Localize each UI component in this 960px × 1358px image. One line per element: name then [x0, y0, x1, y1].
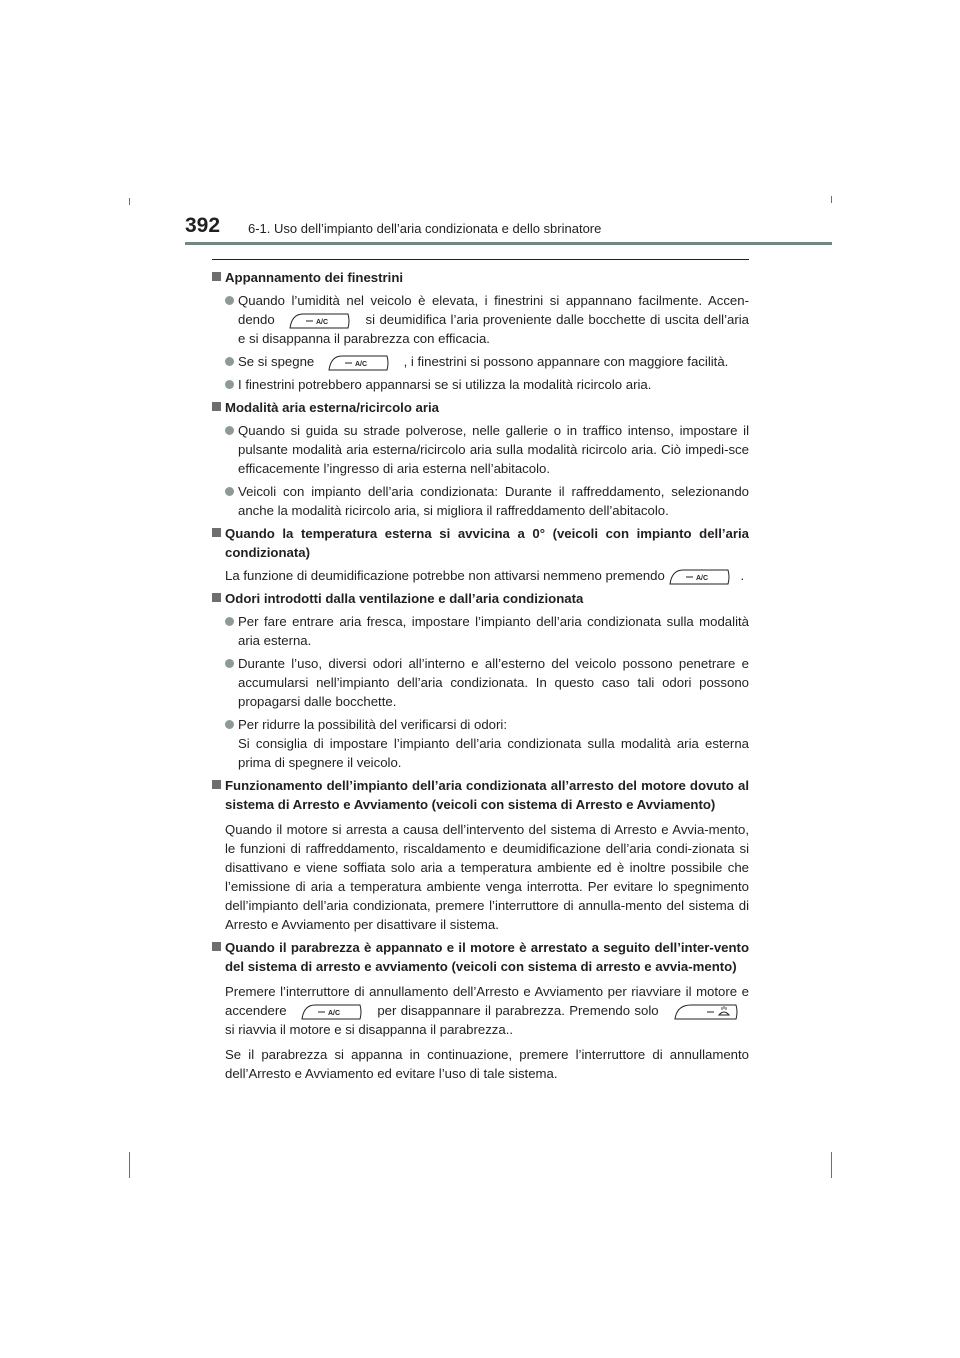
- bullet-text: Durante l’uso, diversi odori all’interno e all’esterno del veicolo possono penetrare e accumularsi nell’impianto dell’aria condizionata. In questo caso tali odori possono propagarsi dalle bocchette.: [238, 656, 749, 709]
- heading-arresto-avviamento: [212, 776, 749, 814]
- paragraph-riavviare: [212, 982, 749, 1039]
- bullet-ricircolo: [212, 375, 749, 394]
- heading-text: Modalità aria esterna/ricircolo aria: [225, 400, 440, 415]
- heading-square-icon: [212, 272, 221, 281]
- bullet-text: Se si spegne: [238, 354, 315, 369]
- svg-text:A/C: A/C: [354, 360, 367, 368]
- paragraph-text: Premere l’interruttore di annullamento dell’Arresto e Avviamento per riavviare il motore e accendere: [225, 984, 749, 1018]
- crop-mark-bottom-right: [831, 1152, 832, 1178]
- paragraph-text: Se il parabrezza si appanna in continuazione, premere l’interruttore di annullamento dell’Arresto e Avviamento ed evitare l’uso di tale sistema.: [225, 1047, 749, 1081]
- heading-text: Quando il parabrezza è appannato e il motore è arrestato a seguito dell’inter-vento del sistema di arresto e avviamento (veicoli con sistema di arresto e avvia-mento): [225, 940, 749, 974]
- heading-appannamento: [212, 268, 749, 287]
- paragraph-arresto: [212, 820, 749, 934]
- heading-modalita-aria: [212, 398, 749, 417]
- paragraph-text-cont: per disappannare il parabrezza. Premendo solo: [377, 1003, 659, 1018]
- bullet-dot-icon: [225, 659, 234, 668]
- heading-text: Quando la temperatura esterna si avvicina a 0° (veicoli con impianto dell’aria condizionata): [225, 526, 749, 560]
- content-rule: [212, 259, 749, 260]
- crop-mark-top-left: [129, 198, 130, 205]
- paragraph-appanna-continuazione: [212, 1045, 749, 1083]
- heading-square-icon: [212, 528, 221, 537]
- windshield-defroster-button-icon: [673, 1004, 739, 1020]
- paragraph-text: La funzione di deumidificazione potrebbe non attivarsi nemmeno premendo: [225, 568, 665, 583]
- bullet-text: Per fare entrare aria fresca, impostare l’impianto dell’aria condizionata sulla modalità aria esterna.: [238, 614, 749, 648]
- heading-parabrezza-appannato: [212, 938, 749, 976]
- bullet-aria-fresca: [212, 612, 749, 650]
- heading-text: Funzionamento dell’impianto dell’aria condizionata all’arresto del motore dovuto al sistema di Arresto e Avviamento (veicoli con sistema di Arresto e Avviamento): [225, 778, 749, 812]
- bullet-text-line2: Si consiglia di impostare l’impianto dell’aria condizionata sulla modalità aria esterna prima di spegnere il veicolo.: [238, 736, 749, 770]
- bullet-dot-icon: [225, 426, 234, 435]
- bullet-text: Quando l’umidità nel veicolo è elevata, i finestrini si appannano facilmente. Accen-dendo: [238, 293, 749, 327]
- bullet-dot-icon: [225, 720, 234, 729]
- bullet-se-si-spegne: [212, 352, 749, 371]
- bullet-raffreddamento: [212, 482, 749, 520]
- section-title: 6-1. Uso dell’impianto dell’aria condizionata e dello sbrinatore: [248, 221, 602, 236]
- bullet-odori-uso: [212, 654, 749, 711]
- heading-square-icon: [212, 593, 221, 602]
- crop-mark-top-right: [831, 196, 832, 203]
- heading-temperatura-esterna: [212, 524, 749, 562]
- paragraph-deumidificazione: [212, 566, 749, 585]
- bullet-dot-icon: [225, 380, 234, 389]
- heading-square-icon: [212, 942, 221, 951]
- bullet-dot-icon: [225, 296, 234, 305]
- bullet-text-cont: , i finestrini si possono appannare con maggiore facilità.: [403, 354, 729, 369]
- bullet-text-line1: Per ridurre la possibilità del verificarsi di odori:: [238, 717, 507, 732]
- heading-text: Odori introdotti dalla ventilazione e dall’aria condizionata: [225, 591, 584, 606]
- ac-button-icon: [289, 313, 351, 329]
- bullet-text: I finestrini potrebbero appannarsi se si utilizza la modalità ricircolo aria.: [238, 377, 652, 392]
- paragraph-end: .: [740, 568, 745, 583]
- header-rule: [185, 242, 832, 245]
- svg-text:A/C: A/C: [695, 574, 708, 582]
- paragraph-text: Quando il motore si arresta a causa dell’intervento del sistema di Arresto e Avvia-mento, le funzioni di raffreddamento, riscaldamento e deumidificazione dell’aria condi-zionata si disattivano e viene soffiata solo aria a temperatura ambiente ed è inoltre possibile che l’emissione di aria a temperatura ambiente venga interrotta. Per evitare lo spegnimento dell’impianto dell’aria condizionata, premere l’interruttore di annulla-mento del sistema di Arresto e Avviamento per disattivare il sistema.: [225, 822, 749, 932]
- bullet-text-cont: si deumidifica l’aria proveniente dalle bocchette di uscita dell’aria e si disappanna il parabrezza con efficacia.: [238, 312, 749, 346]
- crop-mark-bottom-left: [129, 1152, 130, 1178]
- bullet-text: Quando si guida su strade polverose, nelle gallerie o in traffico intenso, impostare il pulsante modalità aria esterna/ricircolo aria sulla modalità ricircolo aria. Ciò impedi-sce efficacemente l’ingresso di aria esterna nell’abitacolo.: [238, 423, 749, 476]
- bullet-ridurre-odori: [212, 715, 749, 772]
- ac-button-icon: [301, 1004, 363, 1020]
- bullet-dot-icon: [225, 487, 234, 496]
- bullet-dot-icon: [225, 617, 234, 626]
- bullet-dot-icon: [225, 357, 234, 366]
- paragraph-text-end: si riavvia il motore e si disappanna il parabrezza..: [225, 1022, 514, 1037]
- ac-button-icon: [669, 569, 731, 585]
- bullet-umidita: [212, 291, 749, 348]
- page-number: 392: [185, 214, 221, 237]
- svg-text:A/C: A/C: [316, 318, 329, 326]
- page-content: [212, 264, 749, 1083]
- ac-button-icon: [328, 355, 390, 371]
- heading-square-icon: [212, 780, 221, 789]
- bullet-text: Veicoli con impianto dell’aria condizionata: Durante il raffreddamento, selezionando anche la modalità ricircolo aria, si migliora il raffreddamento dell’abitacolo.: [238, 484, 749, 518]
- svg-text:A/C: A/C: [327, 1009, 341, 1017]
- bullet-strade-polverose: [212, 421, 749, 478]
- heading-odori: [212, 589, 749, 608]
- heading-square-icon: [212, 402, 221, 411]
- heading-text: Appannamento dei finestrini: [225, 270, 404, 285]
